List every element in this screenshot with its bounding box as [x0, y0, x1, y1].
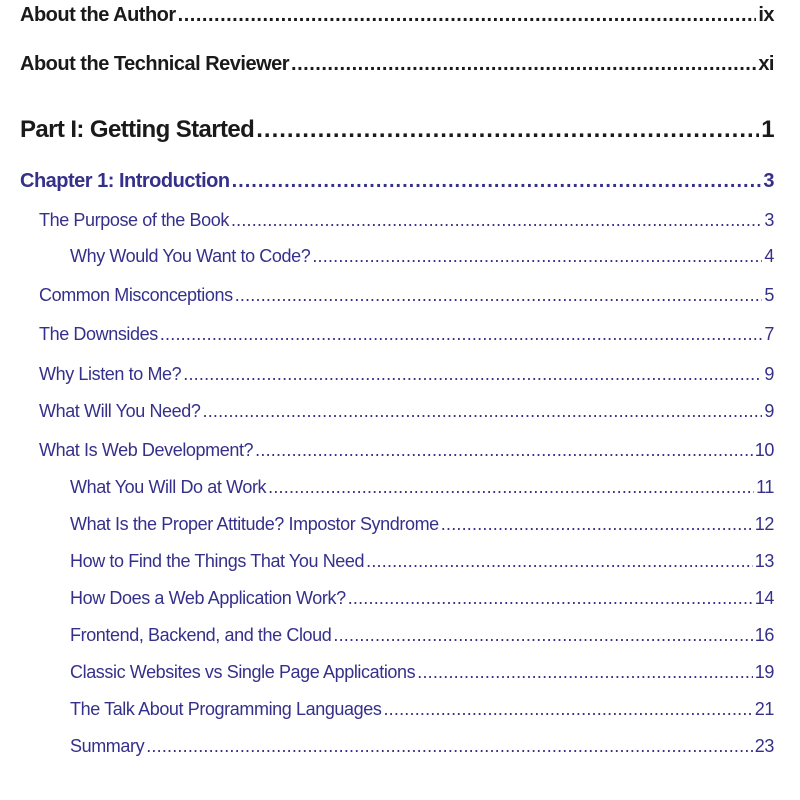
toc-chapter-heading[interactable]: [20, 170, 774, 193]
toc-entry-title: Chapter 1: Introduction: [20, 170, 230, 192]
dot-leader: [178, 4, 757, 27]
toc-entry-title: What Will You Need?: [39, 401, 201, 421]
toc-section-entry[interactable]: [39, 440, 774, 461]
toc-entry-about-author[interactable]: [20, 4, 774, 27]
toc-page-number: 12: [754, 514, 774, 534]
toc-subsection-entry[interactable]: [70, 246, 774, 267]
toc-section-entry[interactable]: [39, 401, 774, 422]
toc-page-number: 7: [764, 324, 774, 344]
toc-page-number: 3: [764, 210, 774, 230]
toc-entry-title: Classic Websites vs Single Page Applications: [70, 662, 416, 682]
toc-page-number: 1: [761, 116, 774, 143]
toc-entry-title: About the Technical Reviewer: [20, 53, 290, 75]
toc-entry-title: The Purpose of the Book: [39, 210, 229, 230]
dot-leader: [232, 170, 762, 193]
toc-subsection-entry[interactable]: [70, 736, 774, 757]
toc-entry-title: Part I: Getting Started: [20, 116, 255, 143]
dot-leader: [366, 551, 753, 572]
toc-page-number: 10: [754, 440, 774, 460]
dot-leader: [383, 699, 752, 720]
dot-leader: [268, 477, 754, 498]
toc-page-number: 11: [756, 477, 774, 497]
toc-page-number: ix: [758, 4, 774, 26]
dot-leader: [441, 514, 753, 535]
toc-page-number: 3: [763, 170, 774, 192]
toc-subsection-entry[interactable]: [70, 477, 774, 498]
toc-subsection-entry[interactable]: [70, 662, 774, 683]
dot-leader: [160, 324, 763, 345]
toc-subsection-entry[interactable]: [70, 588, 774, 609]
toc-entry-title: How to Find the Things That You Need: [70, 551, 365, 571]
dot-leader: [256, 116, 759, 144]
dot-leader: [231, 210, 762, 231]
dot-leader: [291, 53, 756, 76]
toc-page-number: 21: [754, 699, 774, 719]
dot-leader: [333, 625, 752, 646]
dot-leader: [312, 246, 762, 267]
toc-page-number: xi: [758, 53, 774, 75]
toc-entry-title: What Is the Proper Attitude? Impostor Syndrome: [70, 514, 439, 534]
toc-page-number: 23: [754, 736, 774, 756]
dot-leader: [255, 440, 753, 461]
toc-page-number: 14: [754, 588, 774, 608]
dot-leader: [203, 401, 763, 422]
dot-leader: [348, 588, 753, 609]
toc-subsection-entry[interactable]: [70, 514, 774, 535]
toc-page-number: 19: [754, 662, 774, 682]
toc-subsection-entry[interactable]: [70, 625, 774, 646]
toc-entry-about-reviewer[interactable]: [20, 53, 774, 76]
toc-subsection-entry[interactable]: [70, 699, 774, 720]
toc-entry-title: Summary: [70, 736, 145, 756]
toc-section-entry[interactable]: [39, 364, 774, 385]
toc-part-heading[interactable]: [20, 116, 774, 144]
toc-subsection-entry[interactable]: [70, 551, 774, 572]
dot-leader: [146, 736, 753, 757]
toc-page-number: 13: [754, 551, 774, 571]
toc-entry-title: The Downsides: [39, 324, 158, 344]
toc-entry-title: Why Listen to Me?: [39, 364, 182, 384]
dot-leader: [417, 662, 753, 683]
toc-section-entry[interactable]: [39, 210, 774, 231]
dot-leader: [235, 285, 763, 306]
toc-entry-title: Frontend, Backend, and the Cloud: [70, 625, 332, 645]
toc-section-entry[interactable]: [39, 285, 774, 306]
toc-entry-title: Why Would You Want to Code?: [70, 246, 311, 266]
toc-page-number: 5: [764, 285, 774, 305]
dot-leader: [183, 364, 762, 385]
toc-entry-title: What You Will Do at Work: [70, 477, 267, 497]
toc-page-number: 9: [764, 364, 774, 384]
toc-entry-title: How Does a Web Application Work?: [70, 588, 346, 608]
toc-page-number: 16: [754, 625, 774, 645]
toc-section-entry[interactable]: [39, 324, 774, 345]
toc-page-number: 9: [764, 401, 774, 421]
toc-entry-title: About the Author: [20, 4, 176, 26]
toc-entry-title: The Talk About Programming Languages: [70, 699, 382, 719]
toc-page-number: 4: [764, 246, 774, 266]
toc-entry-title: What Is Web Development?: [39, 440, 254, 460]
toc-entry-title: Common Misconceptions: [39, 285, 233, 305]
